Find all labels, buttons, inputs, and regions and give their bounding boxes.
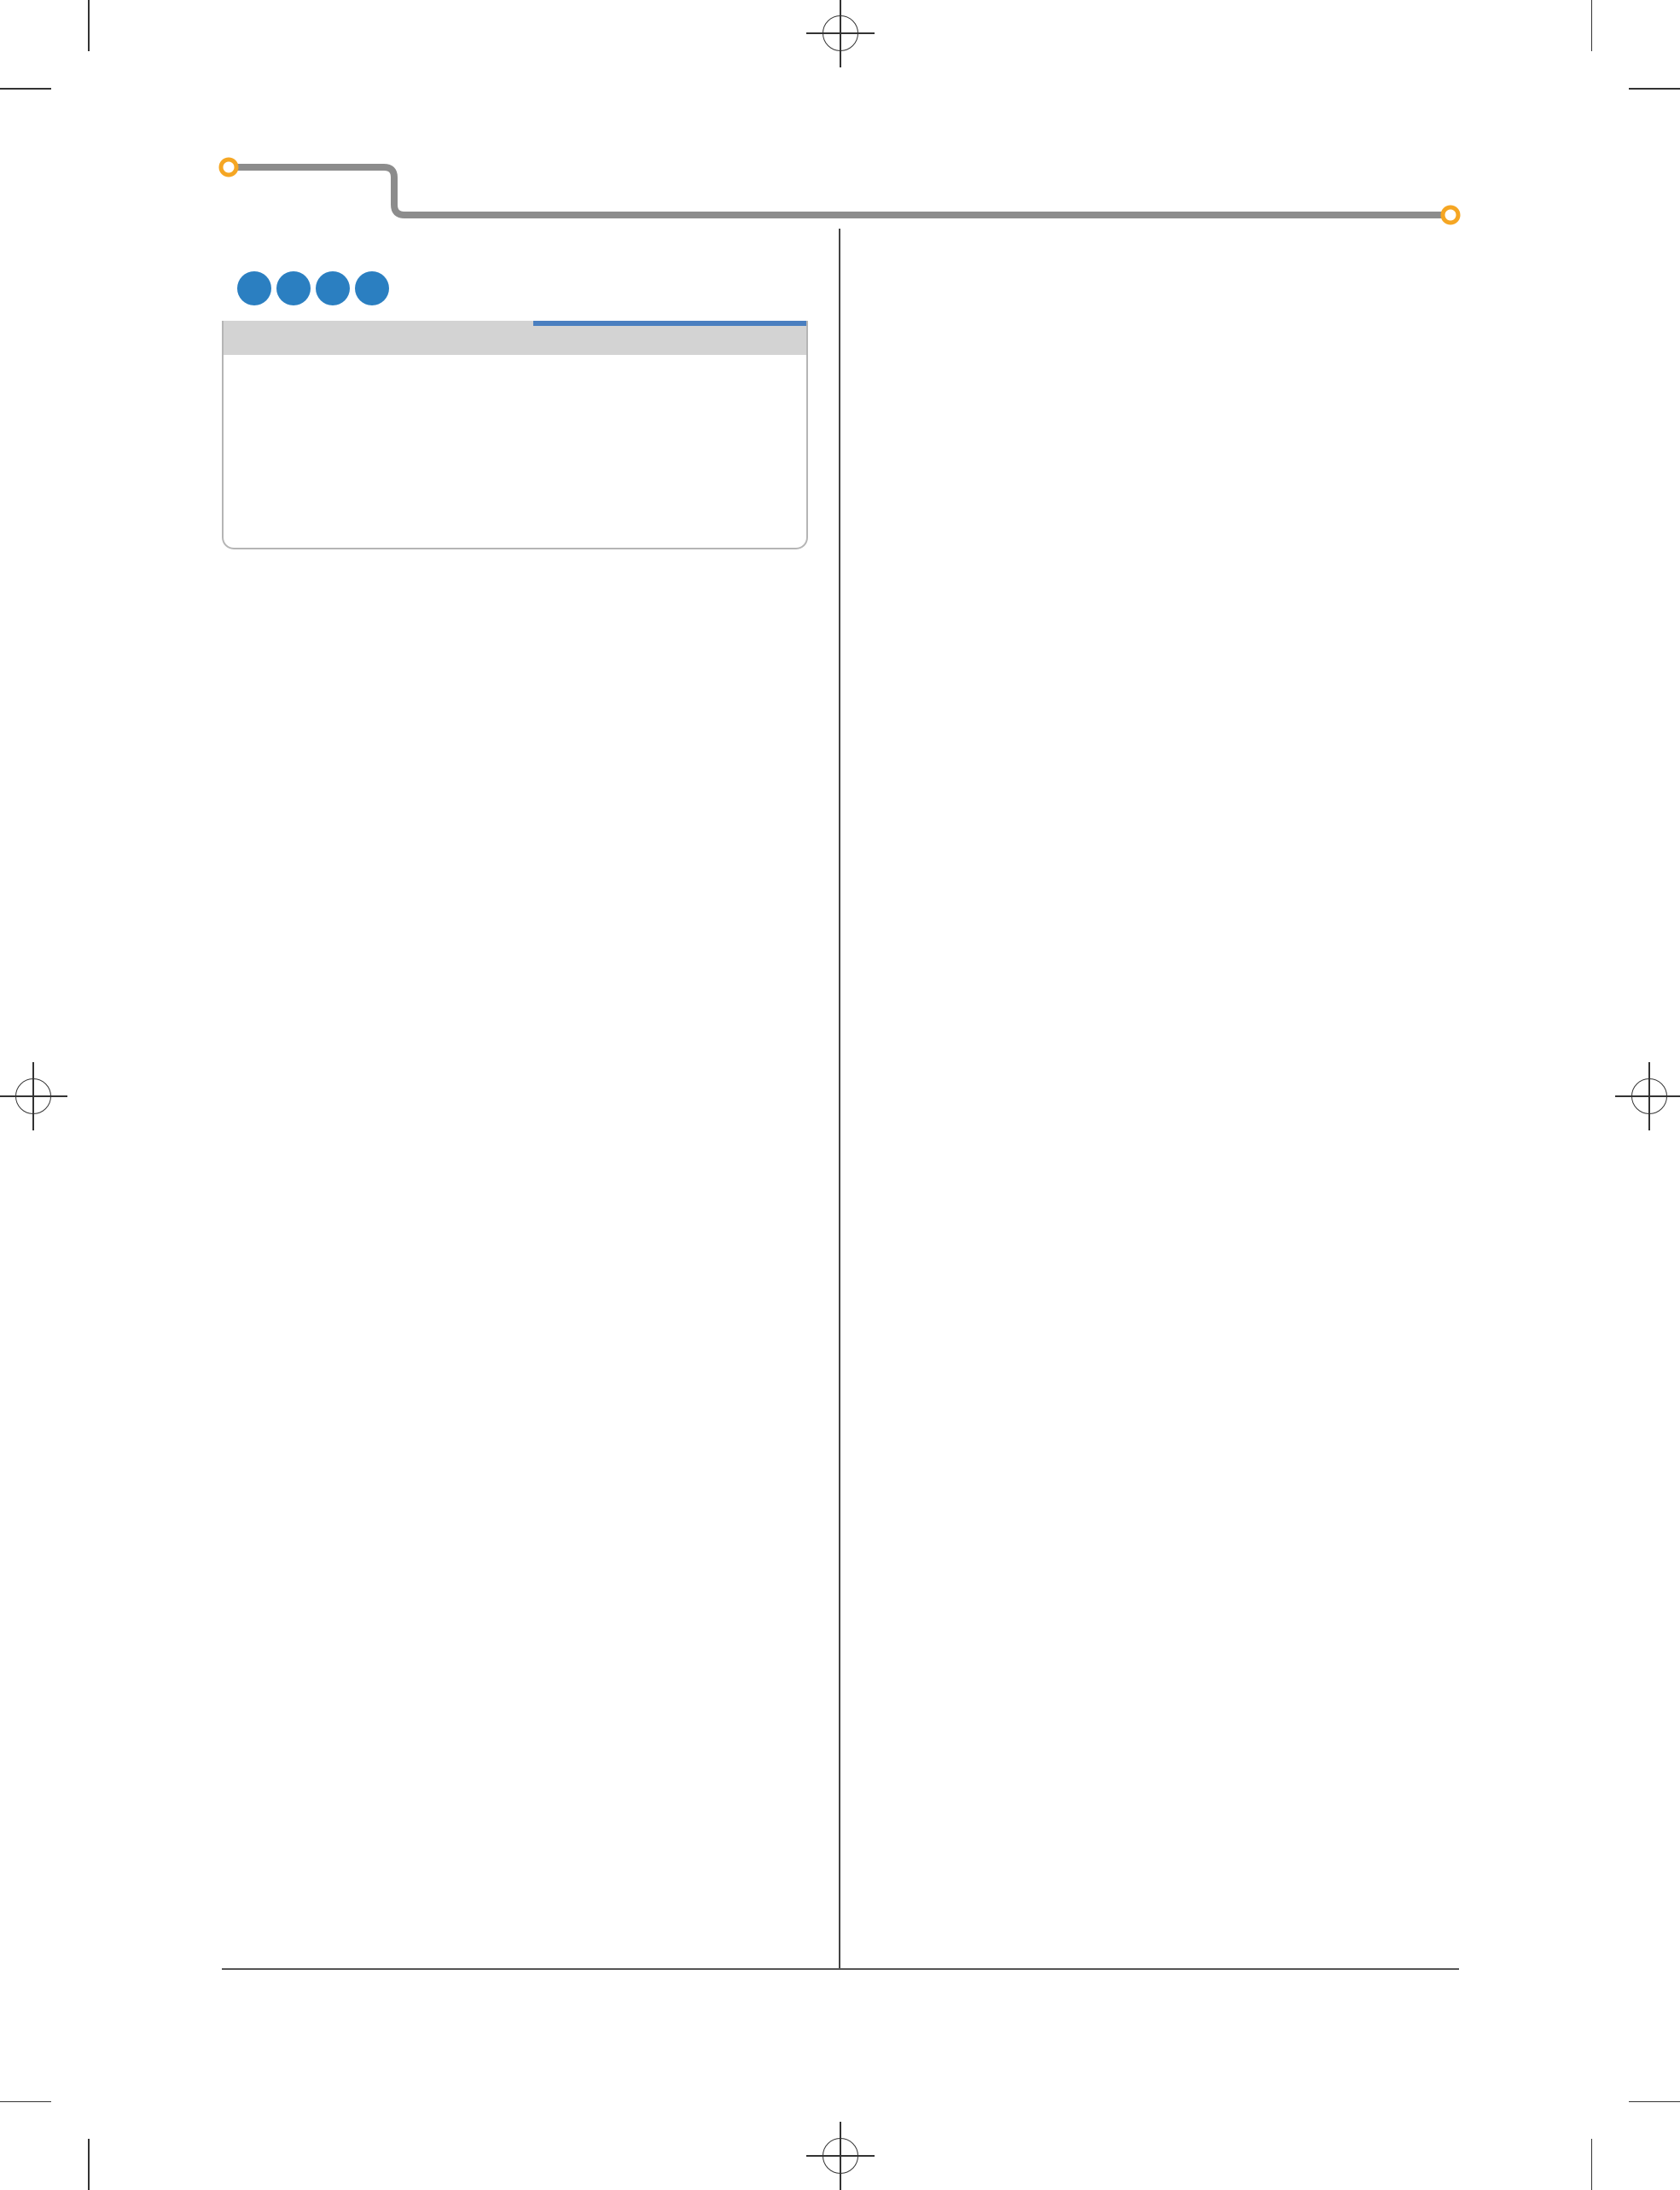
badge-3 [316, 271, 350, 305]
badge-1 [237, 271, 271, 305]
column-divider [839, 229, 840, 1969]
registration-mark-left [15, 1078, 51, 1114]
badge-2 [276, 271, 311, 305]
step-heading [222, 253, 389, 321]
header-rail-graphic [213, 152, 1468, 229]
registration-mark-top [823, 15, 858, 51]
registration-mark-right [1631, 1078, 1667, 1114]
footer-rule [222, 1968, 1459, 1970]
registration-mark-bottom [823, 2138, 858, 2174]
answer-grid [224, 355, 806, 548]
footer [222, 1996, 227, 2025]
badge-4 [355, 271, 389, 305]
answer-box [222, 321, 808, 549]
answer-box-header [224, 321, 806, 355]
